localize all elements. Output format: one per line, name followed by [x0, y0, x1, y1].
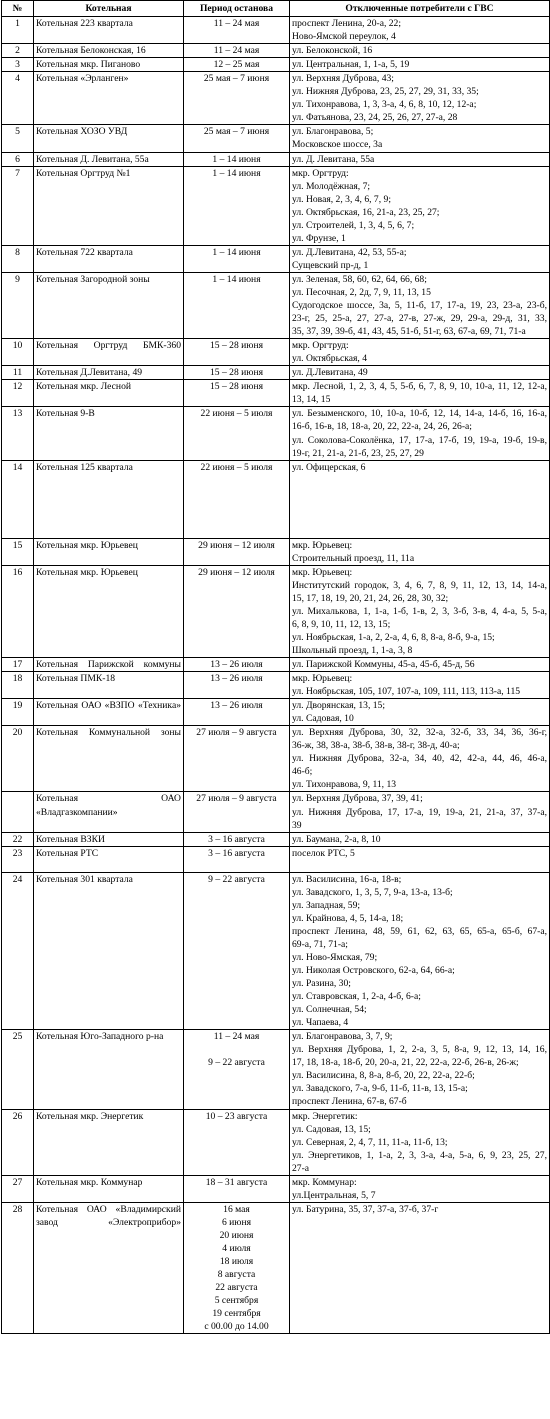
consumer-line: ул. Верхняя Дуброва, 30, 32, 32-а, 32-б, 33, 34, 36, 36-г, — [292, 727, 547, 739]
consumer-line: проспект Ленина, 20-а, 22; — [292, 18, 402, 30]
row-number: 28 — [2, 1202, 34, 1333]
boiler-name: Котельная 9-В — [34, 407, 184, 460]
disconnected-consumers — [290, 1109, 550, 1175]
table-row — [2, 1175, 550, 1202]
shutdown-period — [184, 538, 290, 565]
consumer-line: ул. Фатьянова, 23, 24, 25, 26, 27, 27-а, 28 — [292, 112, 458, 124]
consumer-line: ул. Нижняя Дуброва, 23, 25, 27, 29, 31, 33, 35; — [292, 86, 479, 98]
period-line: 6 июня — [221, 1216, 252, 1228]
consumer-line: 69-а, 71, 71-а; — [292, 938, 348, 950]
period-line: 1 – 14 июня — [212, 273, 261, 285]
boiler-name: Котельная ПМК-18 — [34, 672, 184, 699]
consumer-line: ул. Михалькова, 1, 1-а, 1-б, 1-в, 2, 3, 3-б, 3-в, 4, 4-а, 5, 5-а, — [292, 605, 547, 617]
table-row — [2, 658, 550, 672]
row-number: 1 — [2, 17, 34, 44]
shutdown-period — [184, 58, 290, 72]
row-number: 23 — [2, 846, 34, 872]
disconnected-consumers — [290, 538, 550, 565]
boiler-name: Котельная Белоконская, 16 — [34, 44, 184, 58]
consumer-line: 46-б; — [292, 766, 313, 778]
period-line: 16 мая — [223, 1203, 250, 1215]
disconnected-consumers — [290, 460, 550, 538]
disconnected-consumers — [290, 1030, 550, 1109]
consumer-line: Строительный проезд, 11, 11а — [292, 552, 415, 564]
disconnected-consumers — [290, 658, 550, 672]
table-row — [2, 872, 550, 1030]
disconnected-consumers — [290, 44, 550, 58]
period-line: 1 – 14 июня — [212, 167, 261, 179]
disconnected-consumers — [290, 726, 550, 792]
shutdown-schedule-table — [1, 0, 550, 1334]
consumer-line: ул. Чапаева, 4 — [292, 1017, 349, 1029]
consumer-line: проспект Ленина, 67-в, 67-б — [292, 1096, 407, 1108]
consumer-line: ул. Тихонравова, 1, 3, 3-а, 4, 6, 8, 10, 12, 12-а; — [292, 99, 477, 111]
row-number: 13 — [2, 407, 34, 460]
table-row — [2, 152, 550, 166]
disconnected-consumers — [290, 672, 550, 699]
disconnected-consumers — [290, 58, 550, 72]
consumer-line: ул. Северная, 2, 4, 7, 11, 11-а, 11-б, 13; — [292, 1136, 448, 1148]
period-line: 29 июня – 12 июля — [198, 539, 275, 551]
period-line: 1 – 14 июня — [212, 153, 261, 165]
table-row — [2, 1109, 550, 1175]
disconnected-consumers — [290, 1175, 550, 1202]
table-row — [2, 565, 550, 657]
table-row — [2, 538, 550, 565]
boiler-name: Котельная 722 квартала — [34, 245, 184, 272]
period-line: 13 – 26 июля — [210, 673, 263, 685]
row-number: 14 — [2, 460, 34, 538]
period-line: 10 – 23 августа — [205, 1110, 268, 1122]
row-number: 27 — [2, 1175, 34, 1202]
disconnected-consumers — [290, 565, 550, 657]
row-number: 24 — [2, 872, 34, 1030]
consumer-line: 13, 14, 15 — [292, 394, 331, 406]
row-number: 25 — [2, 1030, 34, 1109]
period-line: 15 – 28 июня — [209, 381, 264, 393]
period-line: 3 – 16 августа — [208, 847, 265, 859]
consumer-line: 16-б, 16-в, 18, 18-а, 20, 22, 22-а, 24, 26, 26-а; — [292, 421, 472, 433]
boiler-name: Котельная мкр. Энергетик — [34, 1109, 184, 1175]
consumer-line: 39 — [292, 819, 302, 831]
consumer-line: ул. Батурина, 35, 37, 37-а, 37-б, 37-г — [292, 1203, 439, 1215]
table-row — [2, 272, 550, 338]
boiler-name: Котельная ОАО «ВЗПО «Техника» — [34, 699, 184, 726]
table-row — [2, 460, 550, 538]
shutdown-period — [184, 407, 290, 460]
boiler-name: Котельная мкр. Юрьевец — [34, 565, 184, 657]
consumer-line: 15, 17, 18, 19, 20, 21, 24, 26, 28, 30, 32; — [292, 592, 449, 604]
shutdown-period — [184, 872, 290, 1030]
consumer-line: ул. Ставровская, 1, 2-а, 4-б, 6-а; — [292, 991, 421, 1003]
period-line: 29 июня – 12 июля — [198, 566, 275, 578]
boiler-name: Котельная мкр. Лесной — [34, 380, 184, 407]
row-number: 19 — [2, 699, 34, 726]
table-row — [2, 166, 550, 245]
header-period: Период останова — [184, 1, 290, 17]
disconnected-consumers — [290, 380, 550, 407]
period-line: 22 августа — [215, 1282, 258, 1294]
consumer-line: ул. Ноябрьская, 1-а, 2, 2-а, 4, 6, 8, 8-а, 8-б, 9-а, 15; — [292, 631, 495, 643]
shutdown-period — [184, 1175, 290, 1202]
consumer-line: ул. Василисина, 16-а, 18-в; — [292, 873, 402, 885]
row-number: 2 — [2, 44, 34, 58]
period-line: 18 – 31 августа — [205, 1176, 268, 1188]
disconnected-consumers — [290, 699, 550, 726]
boiler-name: Котельная ВЗКИ — [34, 832, 184, 846]
shutdown-period — [184, 699, 290, 726]
disconnected-consumers — [290, 846, 550, 872]
table-row — [2, 726, 550, 792]
consumer-line: ул. Солнечная, 54; — [292, 1004, 367, 1016]
consumer-line: Школьный проезд, 1, 1-а, 3, 8 — [292, 644, 413, 656]
boiler-name: Котельная 125 квартала — [34, 460, 184, 538]
consumer-line: ул. Соколова-Соколёнка, 17, 17-а, 17-б, 19, 19-а, 19-б, 19-в, — [292, 434, 547, 446]
consumer-line: мкр. Оргтруд: — [292, 340, 349, 352]
boiler-name: Котельная ХОЗО УВД — [34, 125, 184, 152]
period-line: 9 – 22 августа — [208, 873, 265, 885]
period-line: с 00.00 до 14.00 — [204, 1321, 269, 1333]
consumer-line: ул. Завадского, 1, 3, 5, 7, 9-а, 13-а, 13-б; — [292, 886, 453, 898]
table-row — [2, 366, 550, 380]
table-row — [2, 17, 550, 44]
consumer-line: ул. Верхняя Дуброва, 1, 2, 2-а, 3, 5, 8-а, 9, 12, 13, 14, 16, — [292, 1044, 547, 1056]
period-line — [186, 1043, 287, 1056]
period-line: 27 июля – 9 августа — [196, 727, 277, 739]
table-row — [2, 58, 550, 72]
consumer-line: 6, 8, 9, 10, 11, 12, 13, 15; — [292, 618, 391, 630]
period-line: 27 июля – 9 августа — [196, 793, 277, 805]
header-consumers: Отключенные потребители с ГВС — [290, 1, 550, 17]
consumer-line: 27-а — [292, 1162, 310, 1174]
consumer-line: 35, 37, 39, 39-б, 41, 43, 45, 51-б, 51-г, 63, 67-а, 69, 71, 71-а — [292, 326, 526, 338]
header-number: № — [2, 1, 34, 17]
consumer-line: мкр. Лесной, 1, 2, 3, 4, 5, 5-б, 6, 7, 8, 9, 10, 10-а, 11, 12, 12-а, — [292, 381, 547, 393]
row-number: 10 — [2, 339, 34, 366]
table-row — [2, 72, 550, 125]
period-line: 13 – 26 июля — [210, 659, 263, 671]
row-number: 9 — [2, 272, 34, 338]
row-number: 20 — [2, 726, 34, 792]
period-line: 13 – 26 июля — [210, 700, 263, 712]
disconnected-consumers — [290, 152, 550, 166]
consumer-line: ул. Благонравова, 5; — [292, 126, 374, 138]
period-line: 11 – 24 мая — [213, 45, 260, 57]
period-line: 12 – 25 мая — [213, 59, 260, 71]
consumer-line: проспект Ленина, 48, 59, 61, 62, 63, 65, 65-а, 65-б, 67-а, — [292, 925, 547, 937]
consumer-line: ул. Офицерская, 6 — [292, 461, 366, 473]
table-row — [2, 792, 550, 832]
consumer-line: ул. Крайнова, 4, 5, 14-а, 18; — [292, 912, 404, 924]
boiler-name: Котельная Загородной зоны — [34, 272, 184, 338]
consumer-line: ул. Октябрьская, 16, 21-а, 23, 25, 27; — [292, 206, 440, 218]
consumer-line: ул. Д.Левитана, 49 — [292, 367, 368, 379]
disconnected-consumers — [290, 245, 550, 272]
boiler-name: Котельная ОАО «Владгазкомпании» — [34, 792, 184, 832]
consumer-line: ул. Садовая, 13, 15; — [292, 1123, 371, 1135]
boiler-name: Котельная Парижской коммуны — [34, 658, 184, 672]
table-row — [2, 672, 550, 699]
disconnected-consumers — [290, 366, 550, 380]
period-line: 3 – 16 августа — [208, 833, 265, 845]
shutdown-period — [184, 17, 290, 44]
boiler-name: Котельная мкр. Пиганово — [34, 58, 184, 72]
consumer-line: 19-г, 21, 21-а, 21-б, 23, 25, 27, 29 — [292, 447, 424, 459]
shutdown-period — [184, 1030, 290, 1109]
consumer-line: ул. Безыменского, 10, 10-а, 10-б, 12, 14, 14-а, 14-б, 16, 16-а, — [292, 408, 547, 420]
consumer-line: ул. Д. Левитана, 55а — [292, 153, 375, 165]
shutdown-period — [184, 72, 290, 125]
consumer-line: ул. Василисина, 8, 8-а, 8-б, 20, 22, 22-а, 22-б; — [292, 1070, 475, 1082]
shutdown-period — [184, 245, 290, 272]
row-number: 5 — [2, 125, 34, 152]
row-number: 18 — [2, 672, 34, 699]
period-line: 25 мая – 7 июня — [203, 126, 270, 138]
consumer-line: 23-г, 25, 25-а, 27, 27-а, 27-в, 27-ж, 29, 29-а, 29-д, 31, 33, — [292, 313, 547, 325]
consumer-line: ул. Зеленая, 58, 60, 62, 64, 66, 68; — [292, 273, 427, 285]
shutdown-period — [184, 44, 290, 58]
row-number: 3 — [2, 58, 34, 72]
consumer-line: поселок РТС, 5 — [292, 847, 355, 859]
consumer-line: ул. Ново-Ямская, 79; — [292, 951, 378, 963]
boiler-name: Котельная РТС — [34, 846, 184, 872]
period-line: 22 июня – 5 июля — [200, 408, 273, 420]
table-row — [2, 1202, 550, 1333]
header-boiler: Котельная — [34, 1, 184, 17]
table-row — [2, 44, 550, 58]
row-number: 7 — [2, 166, 34, 245]
consumer-line: ул. Фрунзе, 1 — [292, 232, 346, 244]
disconnected-consumers — [290, 407, 550, 460]
consumer-line: ул. Нижняя Дуброва, 32-а, 34, 40, 42, 42-а, 44, 46, 46-а, — [292, 753, 547, 765]
consumer-line: ул. Центральная, 1, 1-а, 5, 19 — [292, 59, 410, 71]
consumer-line: ул. Николая Островского, 62-а, 64, 66-а; — [292, 965, 455, 976]
consumer-line: ул. Новая, 2, 3, 4, 6, 7, 9; — [292, 193, 391, 205]
consumer-line: ул. Энергетиков, 1, 1-а, 2, 3, 3-а, 4-а, 5-а, 6, 9, 23, 25, 27, — [292, 1149, 547, 1161]
disconnected-consumers — [290, 272, 550, 338]
disconnected-consumers — [290, 872, 550, 1030]
table-row — [2, 699, 550, 726]
consumer-line: ул. Верхняя Дуброва, 37, 39, 41; — [292, 793, 423, 805]
disconnected-consumers — [290, 72, 550, 125]
consumer-line: ул. Западная, 59; — [292, 899, 361, 911]
disconnected-consumers — [290, 125, 550, 152]
shutdown-period — [184, 565, 290, 657]
period-line: 11 – 24 мая — [213, 18, 260, 30]
period-line: 18 июля — [219, 1256, 254, 1268]
row-number: 4 — [2, 72, 34, 125]
row-number: 16 — [2, 565, 34, 657]
shutdown-period — [184, 339, 290, 366]
period-line: 8 августа — [217, 1269, 256, 1281]
table-row — [2, 125, 550, 152]
period-line: 25 мая – 7 июня — [203, 73, 270, 85]
consumer-line: ул. Садовая, 10 — [292, 713, 354, 725]
shutdown-period — [184, 672, 290, 699]
table-body — [2, 17, 550, 1334]
boiler-name: Котельная ОАО «Владимирский завод «Электроприбор» — [34, 1202, 184, 1333]
shutdown-period — [184, 380, 290, 407]
table-row — [2, 380, 550, 407]
shutdown-period — [184, 832, 290, 846]
consumer-line: ул. Октябрьская, 4 — [292, 353, 367, 365]
disconnected-consumers — [290, 832, 550, 846]
shutdown-period — [184, 1202, 290, 1333]
row-number: 17 — [2, 658, 34, 672]
consumer-line: 17, 18, 18-а, 18-б, 20, 20-а, 21, 22, 22-а, 22-б, 26-в, 26-ж; — [292, 1057, 519, 1069]
consumer-line: ул. Молодёжная, 7; — [292, 180, 371, 192]
period-line: 15 – 28 июня — [209, 340, 264, 352]
row-number: 11 — [2, 366, 34, 380]
period-line: 4 июля — [222, 1242, 251, 1254]
row-number: 8 — [2, 245, 34, 272]
consumer-line: ул. Строителей, 1, 3, 4, 5, 6, 7; — [292, 219, 415, 231]
row-number: 6 — [2, 152, 34, 166]
consumer-line: ул. Тихонравова, 9, 11, 13 — [292, 779, 397, 791]
consumer-line: ул. Благонравова, 3, 7, 9; — [292, 1031, 393, 1043]
consumer-line: ул. Дворянская, 13, 15; — [292, 700, 385, 712]
table-row — [2, 846, 550, 872]
shutdown-period — [184, 152, 290, 166]
boiler-name: Котельная 301 квартала — [34, 872, 184, 1030]
consumer-line: ул. Ноябрьская, 105, 107, 107-а, 109, 111, 113, 113-а, 115 — [292, 686, 521, 698]
shutdown-period — [184, 366, 290, 380]
shutdown-period — [184, 846, 290, 872]
boiler-name: Котельная 223 квартала — [34, 17, 184, 44]
consumer-line: Судогодское шоссе, 3а, 5, 11-б, 17, 17-а, 19, 23, 23-а, 23-б, — [292, 300, 547, 312]
consumer-line: мкр. Юрьевец: — [292, 539, 353, 551]
consumer-line: ул. Песочная, 2, 2д, 7, 9, 11, 13, 15 — [292, 286, 431, 298]
disconnected-consumers — [290, 17, 550, 44]
shutdown-period — [184, 166, 290, 245]
period-line: 1 – 14 июня — [212, 246, 261, 258]
period-line: 11 – 24 мая — [213, 1031, 260, 1043]
consumer-line: ул. Баумана, 2-а, 8, 10 — [292, 833, 381, 845]
consumer-line: Институтский городок, 3, 4, 6, 7, 8, 9, 11, 12, 13, 14, 14-а, — [292, 579, 547, 591]
shutdown-period — [184, 658, 290, 672]
shutdown-period — [184, 125, 290, 152]
period-line: 15 – 28 июня — [209, 367, 264, 379]
period-line: 9 – 22 августа — [208, 1057, 265, 1069]
table-row — [2, 245, 550, 272]
table-row — [2, 1030, 550, 1109]
disconnected-consumers — [290, 792, 550, 832]
table-header-row — [2, 1, 550, 17]
consumer-line: Сущевский пр-д, 1 — [292, 259, 369, 271]
boiler-name: Котельная Оргтруд БМК-360 — [34, 339, 184, 366]
consumer-line: ул. Верхняя Дуброва, 43; — [292, 73, 394, 85]
disconnected-consumers — [290, 166, 550, 245]
period-line: 20 июня — [219, 1229, 254, 1241]
consumer-line: ул. Завадского, 7-а, 9-б, 11-б, 11-в, 13, 15-а; — [292, 1083, 468, 1095]
period-line: 19 сентября — [212, 1308, 261, 1320]
consumer-line: ул. Парижской Коммуны, 45-а, 45-б, 45-д, 56 — [292, 659, 475, 671]
boiler-name: Котельная Оргтруд №1 — [34, 166, 184, 245]
period-line: 22 июня – 5 июля — [200, 461, 273, 473]
boiler-name: Котельная «Эрланген» — [34, 72, 184, 125]
consumer-line: мкр. Оргтруд: — [292, 167, 349, 179]
consumer-line: мкр. Коммунар: — [292, 1176, 357, 1188]
consumer-line: Ново-Ямской переулок, 4 — [292, 31, 396, 43]
row-number: 22 — [2, 832, 34, 846]
boiler-name: Котельная мкр. Коммунар — [34, 1175, 184, 1202]
boiler-name: Котельная Д. Левитана, 55а — [34, 152, 184, 166]
boiler-name: Котельная Юго-Западного р-на — [34, 1030, 184, 1109]
consumer-line: ул. Д.Левитана, 42, 53, 55-а; — [292, 246, 407, 258]
consumer-line: Московское шоссе, 3а — [292, 139, 383, 151]
consumer-line: мкр. Энергетик: — [292, 1110, 358, 1122]
row-number — [2, 792, 34, 832]
consumer-line: мкр. Юрьевец: — [292, 673, 353, 685]
shutdown-period — [184, 272, 290, 338]
boiler-name: Котельная Д.Левитана, 49 — [34, 366, 184, 380]
row-number: 12 — [2, 380, 34, 407]
consumer-line: мкр. Юрьевец: — [292, 566, 353, 578]
boiler-name: Котельная мкр. Юрьевец — [34, 538, 184, 565]
shutdown-period — [184, 1109, 290, 1175]
consumer-line: ул. Белоконской, 16 — [292, 45, 373, 57]
consumer-line: 36-ж, 38, 38-а, 38-б, 38-в, 38-г, 38-д, 40-а; — [292, 740, 460, 752]
shutdown-period — [184, 792, 290, 832]
shutdown-period — [184, 726, 290, 792]
table-row — [2, 339, 550, 366]
consumer-line: ул.Центральная, 5, 7 — [292, 1189, 376, 1201]
table-row — [2, 832, 550, 846]
row-number: 15 — [2, 538, 34, 565]
period-line: 5 сентября — [214, 1295, 259, 1307]
shutdown-period — [184, 460, 290, 538]
boiler-name: Котельная Коммунальной зоны — [34, 726, 184, 792]
consumer-line: ул. Разина, 30; — [292, 978, 351, 990]
row-number: 26 — [2, 1109, 34, 1175]
disconnected-consumers — [290, 339, 550, 366]
disconnected-consumers — [290, 1202, 550, 1333]
consumer-line: ул. Нижняя Дуброва, 17, 17-а, 19, 19-а, 21, 21-а, 37, 37-а, — [292, 806, 547, 818]
table-row — [2, 407, 550, 460]
